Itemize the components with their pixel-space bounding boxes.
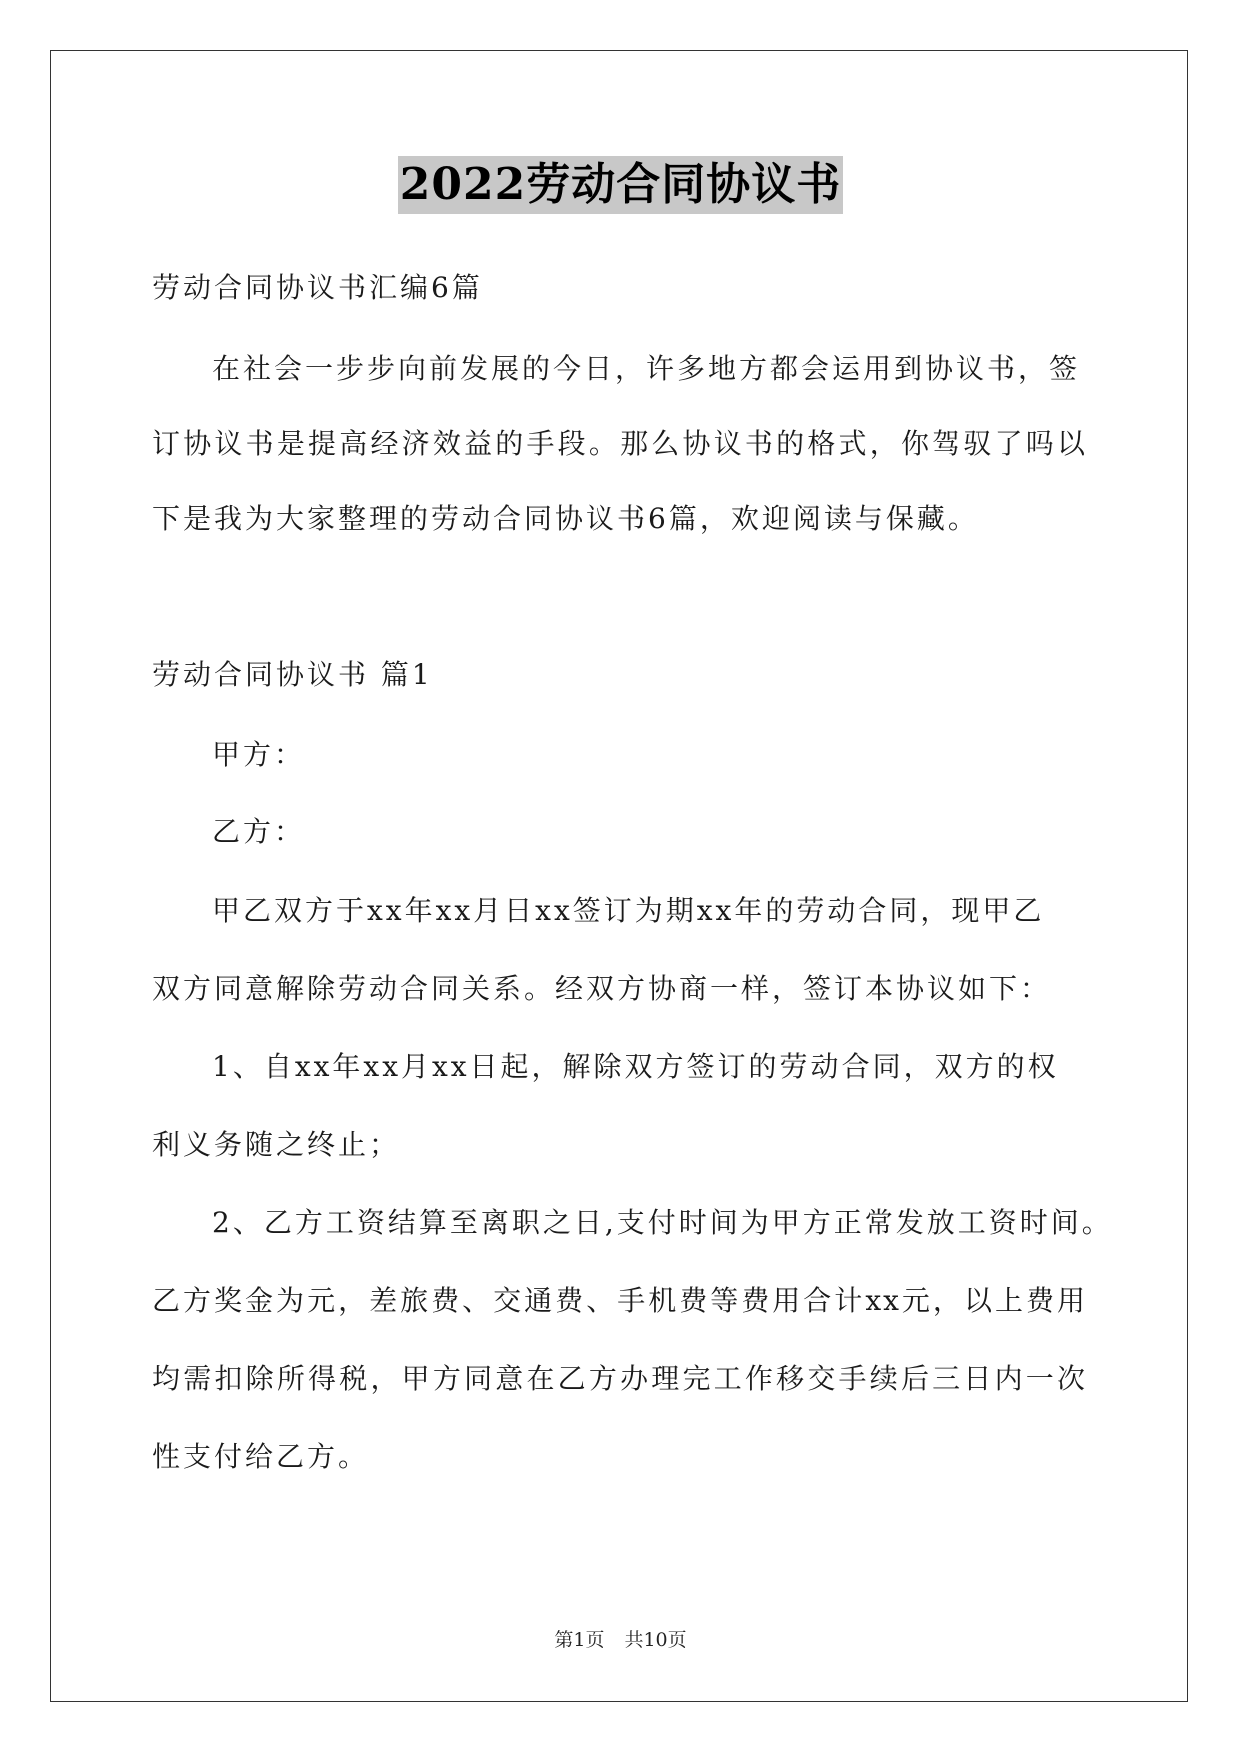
body-line-8: 性支付给乙方。	[152, 1440, 370, 1473]
page-footer	[0, 1625, 1241, 1652]
body-line-6: 乙方奖金为元，差旅费、交通费、手机费等费用合计xx元，以上费用	[152, 1284, 1087, 1317]
intro-line-3: 下是我为大家整理的劳动合同协议书6篇，欢迎阅读与保藏。	[152, 502, 979, 535]
body-line-1: 甲乙双方于xx年xx月日xx签订为期xx年的劳动合同，现甲乙	[212, 894, 1045, 927]
body-line-5: 2、乙方工资结算至离职之日,支付时间为甲方正常发放工资时间。	[212, 1206, 1113, 1239]
intro-line-1: 在社会一步步向前发展的今日，许多地方都会运用到协议书，签	[212, 352, 1081, 385]
body-line-3: 1、自xx年xx月xx日起，解除双方签订的劳动合同，双方的权	[212, 1050, 1059, 1083]
body-line-4: 利义务随之终止；	[152, 1128, 401, 1161]
document-subtitle: 劳动合同协议书汇编6篇	[152, 271, 483, 304]
section-heading: 劳动合同协议书 篇1	[152, 658, 433, 691]
intro-line-2: 订协议书是提高经济效益的手段。那么协议书的格式，你驾驭了吗以	[152, 427, 1087, 460]
page-number: 第1页	[554, 1629, 605, 1651]
body-line-2: 双方同意解除劳动合同关系。经双方协商一样，签订本协议如下：	[152, 972, 1052, 1005]
document-title: 2022劳动合同协议书	[398, 156, 843, 214]
title-container	[0, 156, 1241, 214]
page-total: 共10页	[624, 1629, 687, 1651]
party-a-label: 甲方：	[212, 738, 306, 771]
party-b-label: 乙方：	[212, 815, 306, 848]
body-line-7: 均需扣除所得税，甲方同意在乙方办理完工作移交手续后三日内一次	[152, 1362, 1087, 1395]
